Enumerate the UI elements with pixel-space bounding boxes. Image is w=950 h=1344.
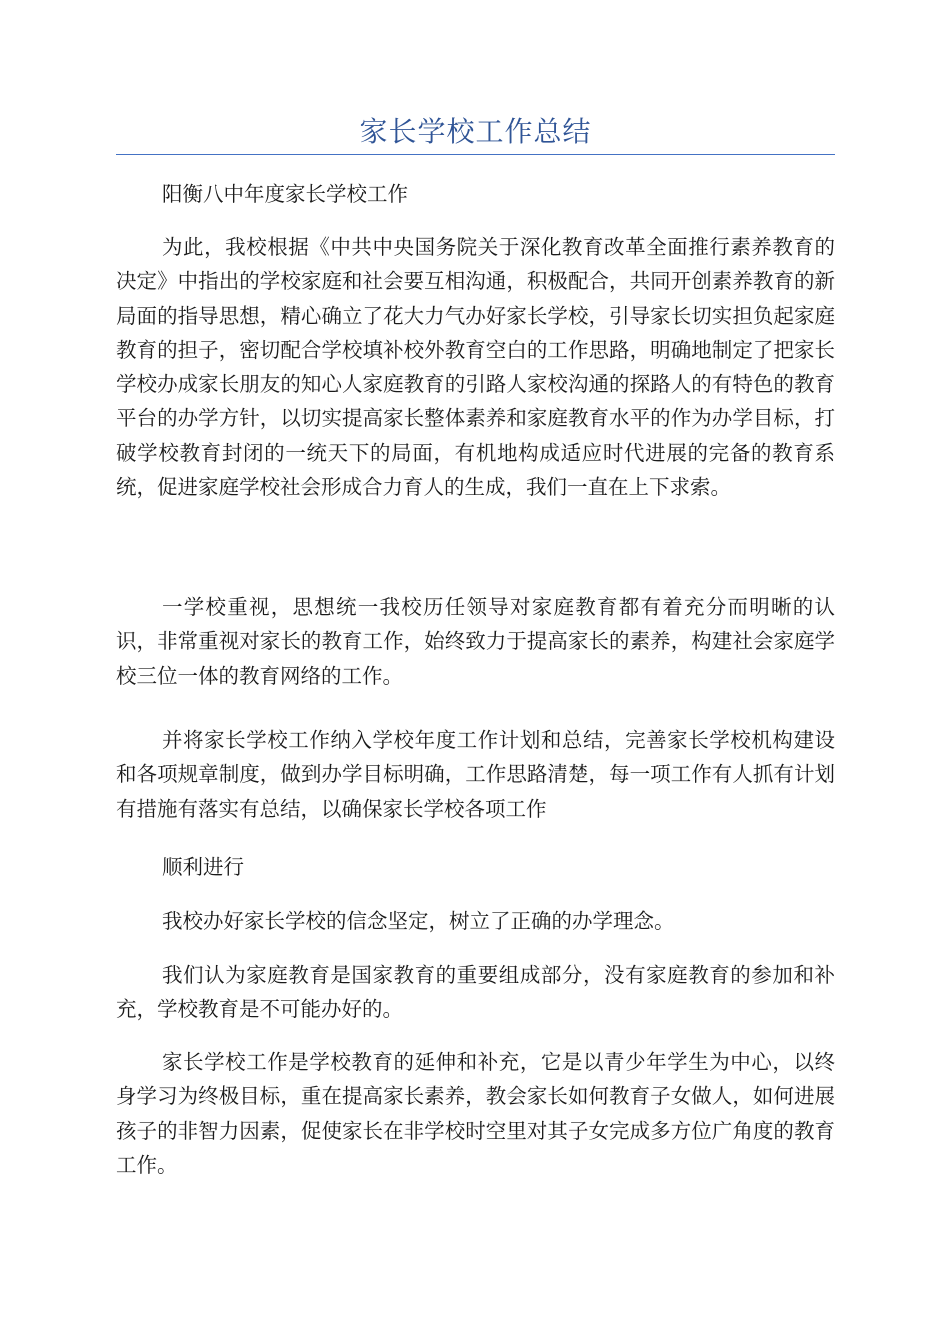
title-underline xyxy=(116,154,835,155)
paragraph-belief: 我校办好家长学校的信念坚定，树立了正确的办学理念。 xyxy=(162,909,675,933)
paragraph-school-focus: 一学校重视，思想统一我校历任领导对家庭教育都有着充分而明晰的认识，非常重视对家长的教育工作，始终致力于提高家长的素养，构建社会家庭学校三位一体的教育网络的工作。 xyxy=(116,595,835,688)
paragraph-block-6 xyxy=(116,904,835,938)
paragraph-block-5 xyxy=(116,850,835,884)
paragraph-extension: 家长学校工作是学校教育的延伸和补充，它是以青少年学生为中心，以终身学习为终极目标，重在提高家长素养，教会家长如何教育子女做人，如何进展孩子的非智力因素，促使家长在非学校时空里对其子女完成多方位广角度的教育工作。 xyxy=(116,1050,835,1177)
paragraph-block-1 xyxy=(116,177,835,211)
paragraph-smooth-progress: 顺利进行 xyxy=(162,855,244,879)
paragraph-intro: 为此，我校根据《中共中央国务院关于深化教育改革全面推行素养教育的决定》中指出的学校家庭和社会要互相沟通，积极配合，共同开创素养教育的新局面的指导思想，精心确立了花大力气办好家长学校，引导家长切实担负起家庭教育的担子，密切配合学校填补校外教育空白的工作思路，明确地制定了把家长学校办成家长朋友的知心人家庭教育的引路人家校沟通的探路人的有特色的教育平台的办学方针，以切实提高家长整体素养和家庭教育水平的作为办学目标，打破学校教育封闭的一统天下的局面，有机地构成适应时代进展的完备的教育系统，促进家庭学校社会形成合力育人的生成，我们一直在上下求索。 xyxy=(116,235,835,500)
paragraph-block-2 xyxy=(116,230,835,504)
paragraph-heading-line: 阳衡八中年度家长学校工作 xyxy=(162,182,408,206)
paragraph-family-education: 我们认为家庭教育是国家教育的重要组成部分，没有家庭教育的参加和补充，学校教育是不可能办好的。 xyxy=(116,963,835,1022)
paragraph-planning: 并将家长学校工作纳入学校年度工作计划和总结，完善家长学校机构建设和各项规章制度，做到办学目标明确，工作思路清楚，每一项工作有人抓有计划有措施有落实有总结，以确保家长学校各项工作 xyxy=(116,728,835,821)
paragraph-block-8 xyxy=(116,1045,835,1182)
paragraph-block-3 xyxy=(116,590,835,693)
paragraph-block-7 xyxy=(116,958,835,1027)
document-title: 家长学校工作总结 xyxy=(359,115,592,148)
paragraph-block-4 xyxy=(116,723,835,826)
